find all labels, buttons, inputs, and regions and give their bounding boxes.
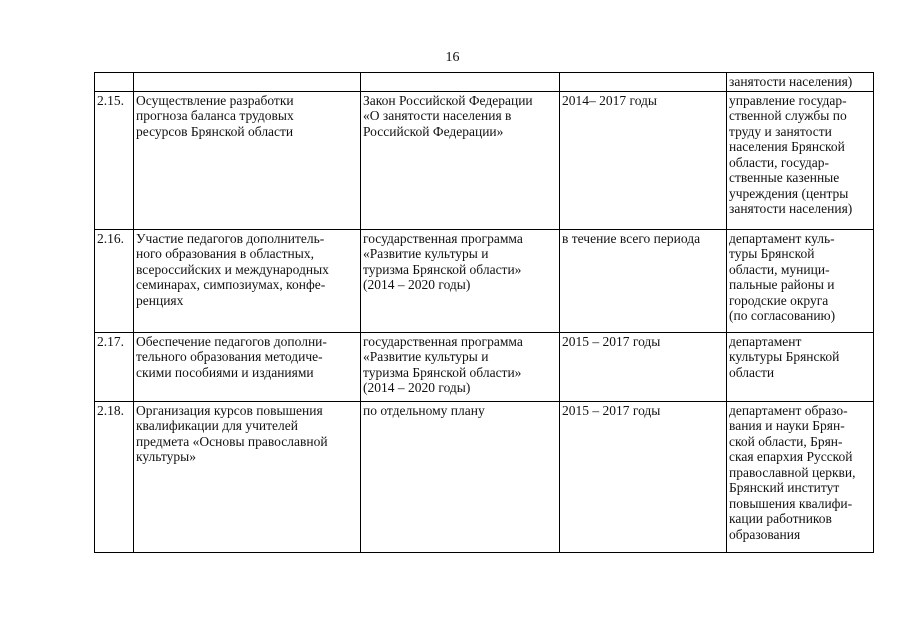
row-number-cell <box>95 73 134 92</box>
row-number-cell: 2.18. <box>95 401 134 552</box>
period-cell: 2014– 2017 годы <box>560 91 727 229</box>
activity-cell: Участие педагогов дополнитель- ного образования в областных, всероссийских и международных семинарах, симпозиумах, конфе- ренциях <box>134 229 361 332</box>
table-row <box>95 229 874 332</box>
table-row <box>95 401 874 552</box>
period-cell: 2015 – 2017 годы <box>560 332 727 401</box>
activity-cell: Осуществление разработки прогноза баланса трудовых ресурсов Брянской области <box>134 91 361 229</box>
table-row <box>95 91 874 229</box>
activity-cell <box>134 73 361 92</box>
row-number-cell: 2.16. <box>95 229 134 332</box>
table-row <box>95 73 874 92</box>
basis-cell: государственная программа «Развитие культуры и туризма Брянской области» (2014 – 2020 годы) <box>361 229 560 332</box>
row-number-cell: 2.17. <box>95 332 134 401</box>
basis-cell <box>361 73 560 92</box>
executor-cell: департамент культуры Брянской области <box>727 332 874 401</box>
plan-table <box>94 72 874 553</box>
table-row <box>95 332 874 401</box>
activity-cell: Организация курсов повышения квалификации для учителей предмета «Основы православной культуры» <box>134 401 361 552</box>
page-number: 16 <box>445 50 460 65</box>
basis-cell: государственная программа «Развитие культуры и туризма Брянской области» (2014 – 2020 годы) <box>361 332 560 401</box>
period-cell: 2015 – 2017 годы <box>560 401 727 552</box>
executor-cell: департамент куль- туры Брянской области, муници- пальные районы и городские округа (по согласованию) <box>727 229 874 332</box>
basis-cell: Закон Российской Федерации «О занятости населения в Российской Федерации» <box>361 91 560 229</box>
activity-cell: Обеспечение педагогов дополни- тельного образования методиче- скими пособиями и изданиями <box>134 332 361 401</box>
basis-cell: по отдельному плану <box>361 401 560 552</box>
executor-cell: управление государ- ственной службы по труду и занятости населения Брянской области, государ- ственные казенные учреждения (центры занятости населения) <box>727 91 874 229</box>
period-cell <box>560 73 727 92</box>
executor-cell: занятости населения) <box>727 73 874 92</box>
executor-cell: департамент образо- вания и науки Брян- ской области, Брян- ская епархия Русской православной церкви, Брянский институт повышения квалифи- кации работников образования <box>727 401 874 552</box>
period-cell: в течение всего периода <box>560 229 727 332</box>
row-number-cell: 2.15. <box>95 91 134 229</box>
